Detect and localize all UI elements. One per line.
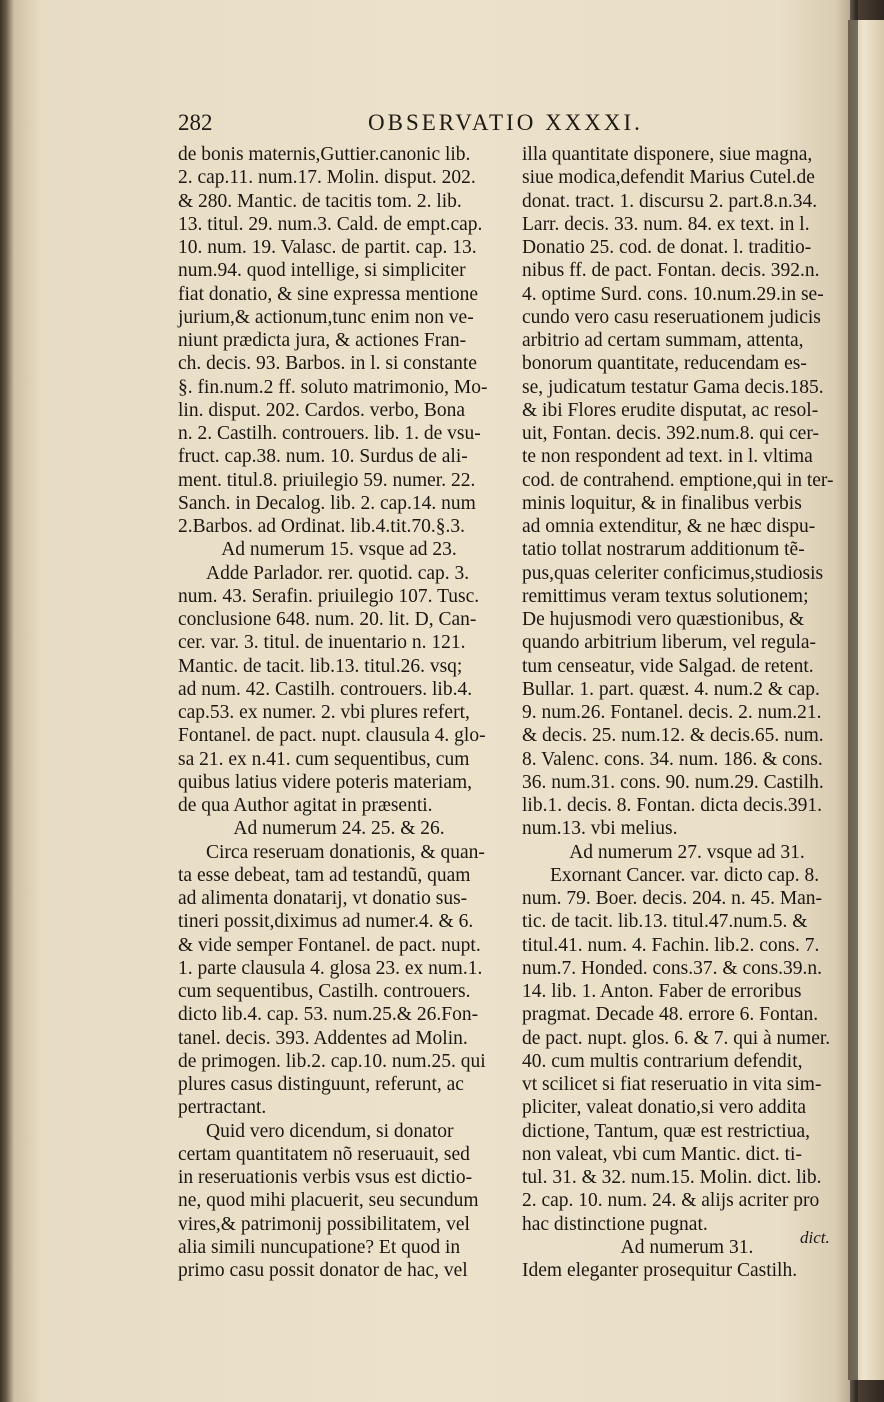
text-line: Idem eleganter prosequitur Castilh. — [522, 1260, 798, 1281]
text-line: pus,quas celeriter conficimus,studiosis — [522, 562, 824, 584]
text-line: num.7. Honded. cons.37. & cons.39.n. — [522, 957, 823, 979]
text-line: ad alimenta donatarij, vt donatio sus- — [178, 888, 468, 909]
text-line: cundo vero casu reseruationem judicis — [522, 306, 821, 328]
text-line: 9. num.26. Fontanel. decis. 2. num.21. — [522, 702, 822, 723]
text-line: 36. num.31. cons. 90. num.29. Castilh. — [522, 771, 824, 793]
text-line: de qua Author agitat in præsenti. — [178, 795, 433, 816]
running-header — [178, 110, 678, 140]
right-column — [522, 143, 852, 1282]
text-line: jurium,& actionum,tunc enim non ve- — [178, 306, 474, 328]
text-line: certam quantitatem nõ reseruauit, sed — [178, 1143, 470, 1165]
text-line: uit, Fontan. decis. 392.num.8. qui cer- — [522, 423, 819, 444]
text-line: nibus ff. de pact. Fontan. decis. 392.n. — [522, 260, 820, 282]
text-line: pliciter, valeat donatio,si vero addita — [522, 1097, 807, 1119]
text-line: Ad numerum 27. vsque ad 31. — [569, 841, 805, 863]
text-line: & ibi Flores erudite disputat, ac resol- — [522, 399, 819, 421]
text-line: de pact. nupt. glos. 6. & 7. qui à numer. — [522, 1027, 831, 1049]
text-line: niunt prædicta jura, & actiones Fran- — [178, 330, 467, 351]
text-line: §. fin.num.2 ff. soluto matrimonio, Mo- — [178, 376, 488, 398]
text-line: illa quantitate disponere, siue magna, — [522, 144, 813, 165]
text-line: Donatio 25. cod. de donat. l. traditio- — [522, 237, 812, 258]
text-line: siue modica,defendit Marius Cutel.de — [522, 167, 815, 189]
text-line: bonorum quantitate, reducendam es- — [522, 353, 807, 375]
text-line: 4. optime Surd. cons. 10.num.29.in se- — [522, 283, 824, 305]
text-line: Exornant Cancer. var. dicto cap. 8. — [550, 864, 820, 886]
text-line: Ad numerum 24. 25. & 26. — [233, 818, 445, 840]
text-line: num. 79. Boer. decis. 204. n. 45. Man- — [522, 888, 823, 909]
text-line: donat. tract. 1. discursu 2. part.8.n.34. — [522, 190, 818, 212]
text-line: se, judicatum testatur Gama decis.185. — [522, 376, 824, 398]
text-line: cum sequentibus, Castilh. controuers. — [178, 981, 471, 1002]
text-line: te non respondent ad text. in l. vltima — [522, 446, 813, 468]
text-line: lin. disput. 202. Cardos. verbo, Bona — [178, 399, 466, 421]
text-line: fiat donatio, & sine expressa mentione — [178, 283, 479, 305]
text-line: 2.Barbos. ad Ordinat. lib.4.tit.70.§.3. — [178, 516, 466, 537]
text-line: Adde Parlador. rer. quotid. cap. 3. — [206, 562, 470, 584]
text-line: tul. 31. & 32. num.15. Molin. dict. lib. — [522, 1167, 822, 1188]
text-line: & decis. 25. num.12. & decis.65. num. — [522, 725, 824, 747]
text-line: fruct. cap.38. num. 10. Surdus de ali- — [178, 446, 468, 468]
text-line: dictione, Tantum, quæ est restrictiua, — [522, 1120, 811, 1142]
text-line: ad omnia extenditur, & ne hæc dispu- — [522, 516, 816, 537]
text-line: Bullar. 1. part. quæst. 4. num.2 & cap. — [522, 678, 820, 700]
text-line: ch. decis. 93. Barbos. in l. si constante — [178, 353, 477, 375]
text-line: ad num. 42. Castilh. controuers. lib.4. — [178, 678, 473, 700]
catchword: dict. — [800, 1228, 830, 1247]
text-line: 40. cum multis contrarium defendit, — [522, 1050, 803, 1072]
text-line: & vide semper Fontanel. de pact. nupt. — [178, 934, 481, 956]
text-line: 8. Valenc. cons. 34. num. 186. & cons. — [522, 748, 823, 770]
text-line: 2. cap.11. num.17. Molin. disput. 202. — [178, 167, 476, 189]
text-line: 1. parte clausula 4. glosa 23. ex num.1. — [178, 957, 483, 979]
text-line: de bonis maternis,Guttier.canonic lib. — [178, 144, 471, 165]
text-line: titul.41. num. 4. Fachin. lib.2. cons. 7. — [522, 934, 820, 956]
text-line: cap.53. ex numer. 2. vbi plures refert, — [178, 702, 470, 723]
text-line: lib.1. decis. 8. Fontan. dicta decis.391. — [522, 795, 823, 816]
text-line: De hujusmodi vero quæstionibus, & — [522, 609, 805, 630]
text-line: vires,& patrimonij possibilitatem, vel — [178, 1213, 470, 1235]
text-line: num.94. quod intellige, si simpliciter — [178, 260, 466, 282]
text-line: 2. cap. 10. num. 24. & alijs acriter pro — [522, 1190, 820, 1212]
text-line: num. 43. Serafin. priuilegio 107. Tusc. — [178, 585, 480, 607]
text-line: remittimus veram textus solutionem; — [522, 585, 809, 607]
text-line: pragmat. Decade 48. errore 6. Fontan. — [522, 1004, 819, 1026]
text-line: quando arbitrium liberum, vel regula- — [522, 632, 817, 654]
text-line: tineri possit,diximus ad numer.4. & 6. — [178, 911, 474, 933]
text-line: pertractant. — [178, 1097, 267, 1119]
text-line: dicto lib.4. cap. 53. num.25.& 26.Fon- — [178, 1004, 479, 1026]
text-line: tum censeatur, vide Salgad. de retent. — [522, 655, 814, 677]
text-line: Quid vero dicendum, si donator — [206, 1120, 454, 1142]
text-line: conclusione 648. num. 20. lit. D, Can- — [178, 609, 477, 630]
text-line: plures casus distinguunt, referunt, ac — [178, 1074, 464, 1095]
running-title: OBSERVATIO XXXXI. — [368, 110, 643, 135]
text-line: in reseruationis verbis vsus est dictio- — [178, 1167, 473, 1188]
text-line: Mantic. de tacit. lib.13. titul.26. vsq; — [178, 655, 463, 677]
text-line: tanel. decis. 393. Addentes ad Molin. — [178, 1027, 468, 1049]
left-column — [178, 143, 500, 1282]
page-number: 282 — [178, 110, 213, 135]
text-line: 14. lib. 1. Anton. Faber de erroribus — [522, 981, 802, 1002]
text-line: alia simili nuncupatione? Et quod in — [178, 1236, 461, 1258]
text-line: tatio tollat nostrarum additionum tẽ- — [522, 539, 805, 561]
text-line: quibus latius videre poteris materiam, — [178, 771, 473, 793]
text-line: arbitrio ad certam summam, attenta, — [522, 330, 804, 351]
text-line: 13. titul. 29. num.3. Cald. de empt.cap. — [178, 213, 483, 235]
text-line: minis loquitur, & in finalibus verbis — [522, 492, 802, 514]
text-line: hac distinctione pugnat. — [522, 1213, 708, 1235]
text-line: cer. var. 3. titul. de inuentario n. 121. — [178, 632, 466, 654]
text-line: Fontanel. de pact. nupt. clausula 4. glo- — [178, 725, 486, 747]
text-line: & 280. Mantic. de tacitis tom. 2. lib. — [178, 190, 462, 212]
text-line: num.13. vbi melius. — [522, 818, 678, 840]
text-line: Ad numerum 15. vsque ad 23. — [221, 539, 457, 561]
text-line: Larr. decis. 33. num. 84. ex text. in l. — [522, 213, 810, 235]
text-line: Sanch. in Decalog. lib. 2. cap.14. num — [178, 492, 476, 514]
text-line: ta esse debeat, tam ad testandũ, quam — [178, 864, 471, 886]
text-line: non valeat, vbi cum Mantic. dict. ti- — [522, 1143, 802, 1165]
text-line: de primogen. lib.2. cap.10. num.25. qui — [178, 1050, 486, 1072]
text-line: n. 2. Castilh. controuers. lib. 1. de vsu- — [178, 423, 481, 444]
text-line: sa 21. ex n.41. cum sequentibus, cum — [178, 748, 470, 770]
text-line: Circa reseruam donationis, & quan- — [206, 841, 485, 863]
text-line: cod. de contrahend. emptione,qui in ter- — [522, 469, 834, 491]
text-line: Ad numerum 31. — [620, 1236, 754, 1258]
text-line: primo casu possit donator de hac, vel — [178, 1260, 468, 1281]
text-line: vt scilicet si fiat reseruatio in vita sim- — [522, 1074, 822, 1095]
text-line: ne, quod mihi placuerit, seu secundum — [178, 1190, 479, 1212]
text-line: 10. num. 19. Valasc. de partit. cap. 13. — [178, 237, 477, 258]
text-line: ment. titul.8. priuilegio 59. numer. 22. — [178, 469, 476, 491]
text-line: tic. de tacit. lib.13. titul.47.num.5. & — [522, 911, 808, 933]
